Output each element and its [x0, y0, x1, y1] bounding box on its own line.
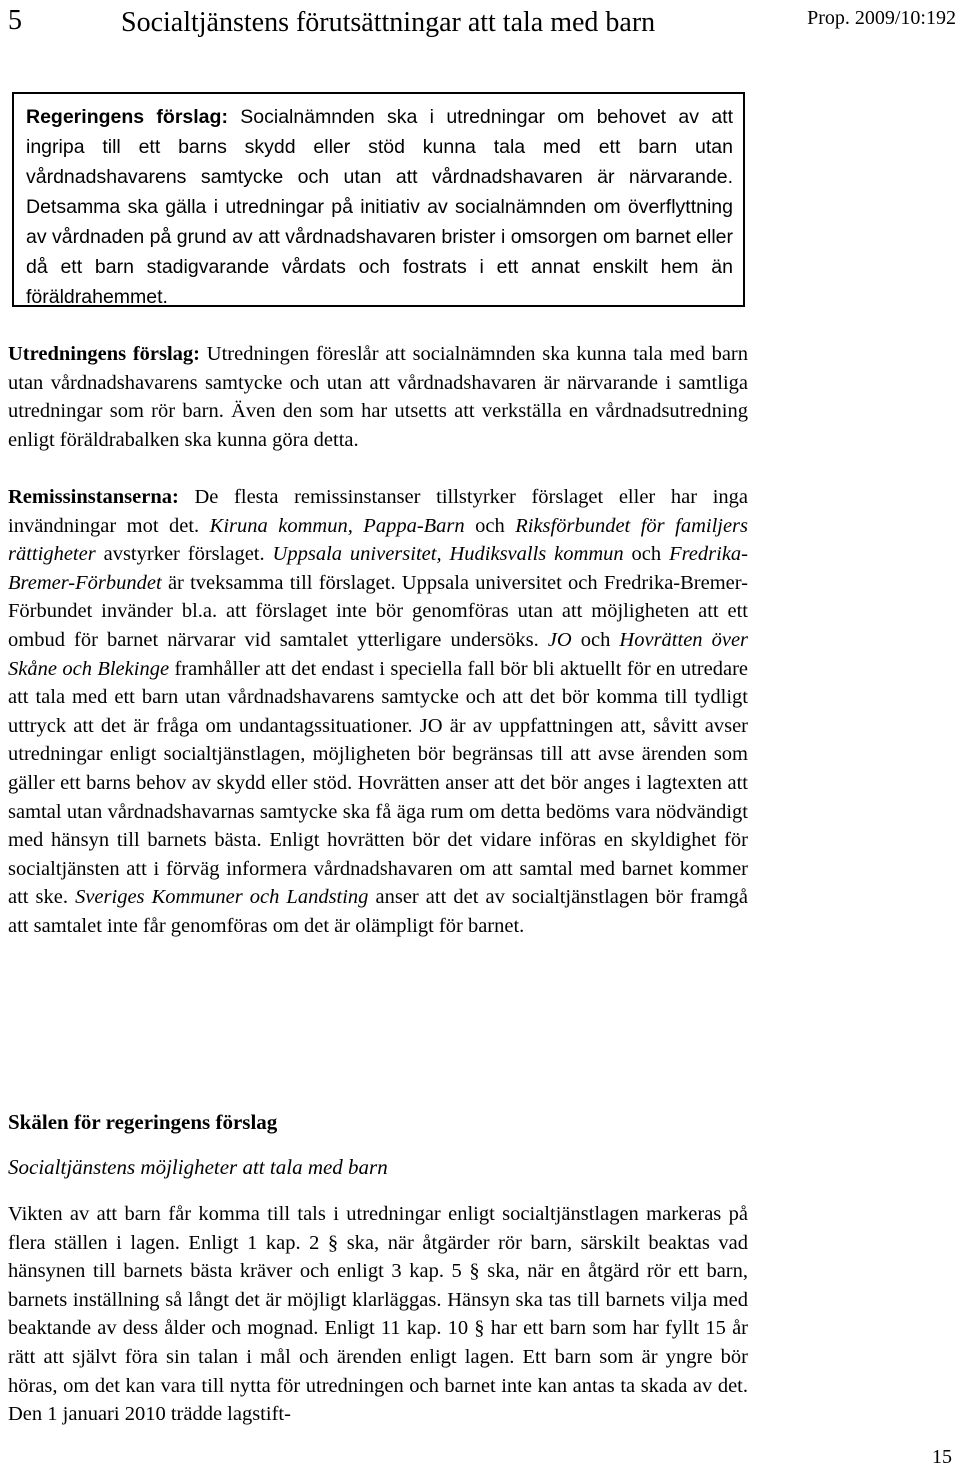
referral-conj-2: och: [631, 543, 662, 566]
page-number: 15: [932, 1446, 952, 1468]
referral-org-uppsala: Uppsala universitet, Hudiksvalls kommun: [272, 543, 624, 566]
referral-bodies-paragraph: [8, 483, 748, 941]
referral-text-5: anser att det av socialtjänstlagen bör framgå att samtalet inte får genomföras om det är olämpligt för barnet.: [8, 886, 748, 937]
reasons-heading: Skälen för regeringens förslag: [8, 1110, 278, 1134]
referral-org-skl: Sveriges Kommuner och Landsting: [75, 886, 369, 909]
referral-text-4: framhåller att det endast i speciella fall bör bli aktuellt för en utredare att tala med ett barn utan vårdnadshavarens samtycke och att det bör komma till tydligt uttryck att det är fråga om undantagssituationer. JO är av uppfattningen att, såvitt avser utredningar enligt socialtjänstlagen, möjligheten bör begränsas till att avse ärenden som gäller ett barns behov av skydd eller stöd. Hovrätten anser att det bör anges i lagtexten att samtal utan vårdnadshavarnas samtycke ska få äga rum om detta bedöms vara nödvändigt med hänsyn till barnets bästa. Enligt hovrätten bör det vidare införas en skyldighet för socialtjänsten att i förväg informera vårdnadshavaren om att samtal med barnet kommer att ske.: [8, 657, 749, 909]
government-proposal-text: Socialnämnden ska i utredningar om behovet av att ingripa till ett barns skydd eller stöd kunna tala med ett barn utan vårdnadshavarens samtycke och utan att vårdnadshavaren är närvarande. Detsamma ska gälla i utredningar på initiativ av socialnämnden om överflyttning av vårdnaden på grund av att vårdnadshavaren brister i omsorgen om barnet eller då ett barn stadigvarande vårdats och fostrats i ett annat enskilt hem än föräldrahemmet.: [26, 106, 733, 308]
referral-text-2: avstyrker förslaget.: [103, 543, 265, 566]
inquiry-proposal: [8, 340, 748, 454]
government-proposal-box: [12, 92, 745, 307]
referral-org-fredrika: Fredrika-Bremer-Förbundet: [8, 543, 748, 594]
referral-org-jo: JO: [547, 628, 572, 651]
chapter-number: 5: [8, 5, 22, 36]
referral-org-kiruna: Kiruna kommun, Pappa-Barn: [209, 514, 465, 537]
inquiry-proposal-label: Utredningens förslag:: [8, 343, 201, 365]
referral-org-riksforbundet: Riksförbundet för familjers rättigheter: [8, 514, 749, 566]
proposition-reference: Prop. 2009/10:192: [807, 7, 956, 29]
chapter-title: Socialtjänstens förutsättningar att tala med barn: [121, 7, 656, 38]
referral-bodies-label: Remissinstanserna:: [8, 486, 179, 508]
referral-conj-3: och: [580, 628, 611, 651]
referral-conj-1: och: [475, 514, 505, 537]
referral-org-hovratten: Hovrätten över Skåne och Blekinge: [8, 628, 749, 680]
government-proposal-label: Regeringens förslag:: [26, 106, 228, 128]
referral-text-3: är tveksamma till förslaget. Uppsala universitet och Fredrika-Bremer-Förbundet invänder bl.a. att förslaget inte bör genomföras utan att möjligheten att ett ombud för barnet närvarar vid samtalet ytterligare undersöks.: [8, 571, 749, 651]
reasons-paragraph: Vikten av att barn får komma till tals i utredningar enligt socialtjänstlagen markeras på flera ställen i lagen. Enligt 1 kap. 2 § ska, när åtgärder rör barn, särskilt beaktas vad hänsynen till barnets bästa kräver och enligt 3 kap. 5 § ska, när en åtgärd rör ett barn, barnets inställning så långt det är möjligt klarläggas. Hänsyn ska tas till barnets vilja med beaktande av dess ålder och mognad. Enligt 11 kap. 10 § har ett barn som har fyllt 15 år rätt att självt föra sin talan i mål och ärenden enligt lagen. Ett barn som är yngre bör höras, om det kan vara till nytta för utredningen och barnet inte kan antas ta skada av det. Den 1 januari 2010 trädde lagstift-: [8, 1203, 748, 1426]
inquiry-proposal-text: Utredningen föreslår att socialnämnden ska kunna tala med barn utan vårdnadshavarens samtycke och utan att vårdnadshavaren är närvarande i samtliga utredningar som rör barn. Även den som har utsetts att verkställa en vårdnadsutredning enligt föräldrabalken ska kunna göra detta.: [8, 343, 748, 451]
referral-text-1: De flesta remissinstanser tillstyrker förslaget eller har inga invändningar mot det.: [8, 486, 749, 537]
reasons-subheading: Socialtjänstens möjligheter att tala med barn: [8, 1155, 388, 1179]
